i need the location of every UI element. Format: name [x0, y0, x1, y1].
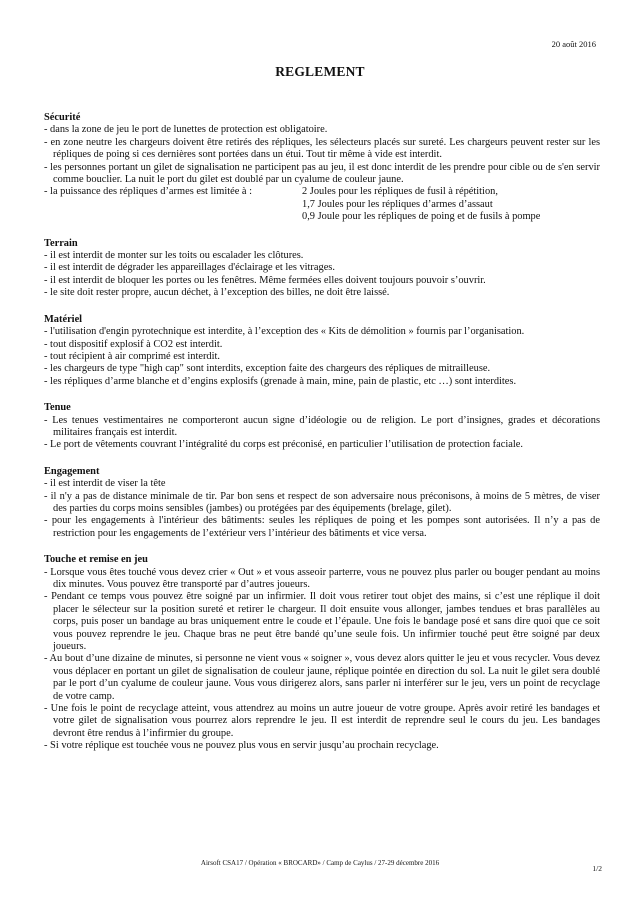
power-label: - la puissance des répliques d’armes est limitée à :: [44, 186, 253, 198]
power-value: 1,7 Joules pour les répliques d’armes d’assaut: [302, 198, 493, 210]
rule-item: - les chargeurs de type "high cap" sont interdits, exception faite des chargeurs des répliques de mitrailleuse.: [44, 363, 491, 375]
rule-item: - Lorsque vous êtes touché vous devez crier « Out » et vous asseoir parterre, vous ne pouvez plus parler ou bouger pendant au moins dix minutes. Vous pouvez être transporté par d’autres joueurs.: [44, 566, 600, 590]
document-body: [44, 112, 600, 767]
section-heading: Matériel: [44, 313, 83, 325]
rule-item: - les personnes portant un gilet de signalisation ne participent pas au jeu, il est donc interdit de les prendre pour cible ou de s'en servir comme bouclier. La nuit le port du gilet est doublé par un cyalume de couleur jaune.: [44, 161, 600, 186]
section-engagement: [44, 466, 600, 540]
power-limits: [44, 186, 600, 223]
section-terrain: [44, 238, 600, 300]
page-number: 1/2: [592, 864, 602, 873]
section-heading: Sécurité: [44, 112, 81, 123]
rule-item: - il est interdit de dégrader les appareillages d'éclairage et les vitrages.: [44, 262, 335, 274]
rule-item: - le site doit rester propre, aucun déchet, à l’exception des billes, ne doit être laissé.: [44, 287, 390, 299]
rule-item: - Pendant ce temps vous pouvez être soigné par un infirmier. Il doit vous retirer tout objet des mains, si c’est une réplique il doit placer le sélecteur sur la position sureté et retirer le chargeur. Il doit ensuite vous allonger, jambes tendues et bras parallèles au corps, puis poser un bandage au bras uniquement entre le coude et l’épaule. Une fois le bandage posé et sans dire quoi que ce soit vous pouvez reprendre le jeu. Chaque bras ne peut être bandé qu’une seule fois. Un infirmier touché peut être soigné par deux joueurs.: [44, 591, 600, 653]
rule-item: - Si votre réplique est touchée vous ne pouvez plus vous en servir jusqu’au prochain recyclage.: [44, 740, 439, 752]
section-heading: Engagement: [44, 465, 100, 477]
rule-item: - l'utilisation d'engin pyrotechnique est interdite, à l’exception des « Kits de démolition » fournis par l’organisation.: [44, 326, 525, 338]
rule-item: - il n'y a pas de distance minimale de tir. Par bon sens et respect de son adversaire nous préconisons, à moins de 5 mètres, de viser des parties du corps moins sensibles (jambes) ou protégées par des équipements (brelage, gilet).: [44, 490, 600, 514]
section-heading: Touche et remise en jeu: [44, 554, 148, 566]
rule-item: - Le port de vêtements couvrant l’intégralité du corps est préconisé, en particulier l’utilisation de protection faciale.: [44, 439, 523, 451]
rule-item: - Les tenues vestimentaires ne comporteront aucun signe d’idéologie ou de religion. Le port d’insignes, grades et décorations militaires français est interdit.: [44, 414, 600, 438]
power-value: 2 Joules pour les répliques de fusil à répétition,: [302, 186, 498, 198]
rule-item: - Une fois le point de recyclage atteint, vous attendrez au moins un autre joueur de votre groupe. Après avoir retiré les bandages et votre gilet de signalisation vous pourrez alors reprendre le jeu. Il est interdit de reprendre seul le cours du jeu. Les bandages devront être rendus à l’infirmier du groupe.: [44, 703, 600, 739]
rule-item: - Au bout d’une dizaine de minutes, si personne ne vient vous « soigner », vous devez alors quitter le jeu et vous recycler. Vous devez vous déplacer en portant un gilet de signalisation de couleur jaune, réplique pointée en direction du sol. La nuit le gilet sera doublé par le port d’un cyalume de couleur jaune. Vous vous dirigerez alors, sans parler ni interférer sur le jeu, vers un point de recyclage de votre camp.: [44, 653, 600, 702]
rule-item: - il est interdit de monter sur les toits ou escalader les clôtures.: [44, 250, 304, 262]
document-title: REGLEMENT: [275, 64, 365, 79]
power-value: 0,9 Joule pour les répliques de poing et de fusils à pompe: [302, 211, 541, 223]
rule-item: - tout récipient à air comprimé est interdit.: [44, 350, 221, 362]
rule-item: - en zone neutre les chargeurs doivent être retirés des répliques, les sélecteurs placés sur sureté. Les chargeurs peuvent rester sur les répliques de poing si ces dernières sont portées dans un étui. Tout tir même à vide est interdit.: [44, 136, 600, 161]
power-values: [302, 186, 600, 223]
rule-item: - tout dispositif explosif à CO2 est interdit.: [44, 338, 223, 350]
rule-item: - les répliques d’arme blanche et d’engins explosifs (grenade à main, mine, pain de plastic, etc …) sont interdites.: [44, 375, 517, 387]
section-securite: [44, 112, 600, 224]
section-touche: [44, 554, 600, 753]
rule-item: - il est interdit de bloquer les portes ou les fenêtres. Même fermées elles doivent toujours pouvoir s’ouvrir.: [44, 274, 486, 286]
rule-item: - il est interdit de viser la tête: [44, 478, 166, 490]
page-footer: Airsoft CSA17 / Opération « BROCARD» / Camp de Caylus / 27-29 décembre 2016: [200, 859, 440, 867]
section-heading: Terrain: [44, 237, 78, 249]
section-heading: Tenue: [44, 402, 71, 414]
rule-item: - dans la zone de jeu le port de lunettes de protection est obligatoire.: [44, 124, 328, 136]
section-tenue: [44, 402, 600, 452]
rule-item: - pour les engagements à l'intérieur des bâtiments: seules les répliques de poing et les pompes sont autorisées. Il n’y a pas de restriction pour les engagements de l’extérieur vers l’intérieur des bâtiments et vice versa.: [44, 515, 600, 539]
section-materiel: [44, 314, 600, 388]
document-date: 20 août 2016: [551, 39, 596, 49]
